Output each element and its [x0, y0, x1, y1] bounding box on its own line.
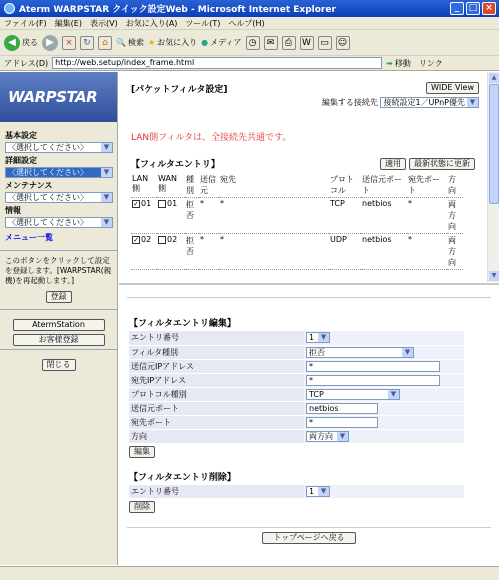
table-row: [131, 234, 463, 270]
nav-select-info[interactable]: 〈選択してください〉 ▼: [5, 217, 113, 228]
status-bar: [0, 566, 499, 580]
lan-checkbox[interactable]: ✓: [133, 235, 139, 244]
direction-cell: 両方向: [447, 234, 463, 270]
messenger-icon[interactable]: ☺: [336, 36, 350, 50]
protocol-select[interactable]: TCP ▼: [306, 389, 400, 400]
refresh-icon[interactable]: ↻: [80, 36, 94, 50]
delete-form: [129, 485, 464, 500]
scroll-up-icon[interactable]: ▲: [489, 73, 499, 83]
dest-port-label: 宛先ポート: [129, 415, 304, 429]
menu-file[interactable]: ファイル(F): [4, 18, 47, 28]
source-port-cell: netbios: [361, 198, 407, 234]
source-port-cell: netbios: [361, 234, 407, 270]
delete-entry-select[interactable]: 1 ▼: [306, 486, 330, 497]
page-title: [パケットフィルタ設定]: [131, 85, 228, 95]
chevron-down-icon: ▼: [337, 432, 348, 441]
divider: [0, 309, 117, 310]
filter-edit-frame: [119, 283, 499, 565]
table-row: [131, 198, 463, 234]
source-ip-label: 送信元IPアドレス: [129, 359, 304, 373]
scroll-down-icon[interactable]: ▼: [489, 271, 499, 281]
folder-icon[interactable]: ▭: [318, 36, 332, 50]
go-button[interactable]: ➡ 移動: [386, 58, 411, 68]
lan-filter-notice: LAN側フィルタは、全接続先共通です。: [131, 133, 292, 143]
wan-checkbox[interactable]: [158, 200, 166, 208]
customer-register-button[interactable]: お客様登録: [13, 334, 105, 346]
connection-select[interactable]: 接続設定1／UPnP優先 ▼: [380, 97, 479, 108]
nav-select-maintenance[interactable]: 〈選択してください〉 ▼: [5, 192, 113, 203]
close-button[interactable]: 閉じる: [42, 359, 76, 371]
back-button[interactable]: ◀ 戻る: [4, 35, 38, 51]
entry-number-label: エントリ番号: [129, 331, 304, 345]
search-button[interactable]: 🔍 検索: [116, 38, 144, 47]
nav-select-advanced[interactable]: 〈選択してください〉 ▼: [5, 167, 113, 178]
col-direction: 方向: [447, 173, 463, 198]
lan-cell: ✓ 02: [131, 234, 157, 270]
menu-edit[interactable]: 編集(E): [54, 18, 82, 28]
register-note: このボタンをクリックして設定を登録します。[WARPSTAR(親機)を再起動します。]: [5, 256, 112, 285]
refresh-status-button[interactable]: 最新状態に更新: [409, 158, 475, 170]
dest-ip-input[interactable]: *: [306, 375, 440, 386]
chevron-down-icon: ▼: [467, 98, 478, 107]
menu-list-link[interactable]: メニュー一覧: [5, 233, 53, 242]
window-title: Aterm WARPSTAR クイック設定Web - Microsoft Internet Explorer: [19, 5, 336, 15]
wide-view-button[interactable]: WIDE View: [426, 82, 479, 94]
chevron-down-icon: ▼: [318, 487, 329, 496]
col-source: 送信元: [199, 173, 219, 198]
maximize-button[interactable]: □: [466, 2, 480, 15]
delete-entry-label: エントリ番号: [129, 485, 304, 499]
go-arrow-icon: ➡: [386, 58, 393, 68]
type-cell: 拒否: [185, 234, 199, 270]
print-icon[interactable]: ⎙: [282, 36, 296, 50]
col-destination: 宛先: [219, 173, 329, 198]
protocol-cell: TCP: [329, 198, 361, 234]
menu-view[interactable]: 表示(V): [89, 18, 118, 28]
col-source-port: 送信元ポート: [361, 173, 407, 198]
mail-icon[interactable]: ✉: [264, 36, 278, 50]
nav-label-maintenance: メンテナンス: [5, 181, 53, 190]
destination-cell: *: [219, 234, 329, 270]
protocol-label: プロトコル種別: [129, 387, 304, 401]
type-cell: 拒否: [185, 198, 199, 234]
aterm-station-button[interactable]: AtermStation: [13, 319, 105, 331]
close-window-button[interactable]: ×: [482, 2, 496, 15]
register-button[interactable]: 登録: [46, 291, 72, 303]
nav-label-info: 情報: [5, 206, 21, 215]
favorites-button[interactable]: ★ お気に入り: [147, 38, 198, 47]
menu-bar: [0, 17, 499, 30]
connection-label: 編集する接続先: [321, 98, 378, 107]
home-icon[interactable]: ⌂: [98, 36, 112, 50]
chevron-down-icon: ▼: [101, 218, 112, 227]
left-navigation-frame: [0, 72, 118, 565]
filter-list-frame: [119, 72, 487, 282]
stop-icon[interactable]: ×: [62, 36, 76, 50]
address-label: アドレス(D): [4, 58, 49, 68]
destination-cell: *: [219, 198, 329, 234]
delete-button[interactable]: 削除: [129, 501, 155, 513]
filter-type-select[interactable]: 拒否 ▼: [306, 347, 414, 358]
media-icon: ●: [201, 38, 209, 47]
menu-help[interactable]: ヘルプ(H): [228, 18, 265, 28]
source-port-input[interactable]: netbios: [306, 403, 378, 414]
history-icon[interactable]: ◷: [246, 36, 260, 50]
source-ip-input[interactable]: *: [306, 361, 440, 372]
edit-form: [129, 331, 464, 444]
media-button[interactable]: ● メディア: [201, 38, 242, 47]
toolbar: [0, 30, 499, 56]
menu-favorites[interactable]: お気に入り(A): [125, 18, 178, 28]
col-wan: WAN側: [157, 173, 185, 198]
minimize-button[interactable]: _: [450, 2, 464, 15]
address-input[interactable]: http://web.setup/index_frame.html: [52, 57, 382, 69]
direction-select[interactable]: 両方向 ▼: [306, 431, 349, 442]
wan-cell: 01: [157, 198, 185, 234]
protocol-cell: UDP: [329, 234, 361, 270]
ie-logo-icon: [4, 3, 15, 14]
dest-port-cell: *: [407, 234, 447, 270]
filter-entries-title: 【フィルタエントリ】: [131, 160, 220, 170]
chevron-down-icon: ▼: [318, 333, 329, 342]
source-port-label: 送信元ポート: [129, 401, 304, 415]
menu-tools[interactable]: ツール(T): [185, 18, 221, 28]
star-icon: ★: [147, 38, 156, 47]
col-lan: LAN側: [131, 173, 157, 198]
divider: [0, 349, 117, 350]
back-arrow-icon: ◀: [4, 35, 20, 51]
warpstar-logo: WARPSTAR: [0, 72, 117, 122]
col-protocol: プロトコル: [329, 173, 361, 198]
forward-arrow-icon: ▶: [42, 35, 58, 51]
window-titlebar: [0, 0, 499, 17]
lan-checkbox[interactable]: ✓: [133, 199, 139, 208]
entry-number-select[interactable]: 1 ▼: [306, 332, 330, 343]
dest-ip-label: 宛先IPアドレス: [129, 373, 304, 387]
lan-cell: ✓ 01: [131, 198, 157, 234]
chevron-down-icon: ▼: [101, 168, 112, 177]
filter-table: [131, 173, 463, 270]
chevron-down-icon: ▼: [402, 348, 413, 357]
dest-port-cell: *: [407, 198, 447, 234]
source-cell: *: [199, 234, 219, 270]
delete-section-title: 【フィルタエントリ削除】: [129, 472, 236, 483]
nav-label-basic: 基本設定: [5, 131, 37, 140]
links-label[interactable]: リンク: [418, 58, 443, 68]
direction-cell: 両方向: [447, 198, 463, 234]
vertical-scrollbar[interactable]: [487, 72, 499, 282]
wan-cell: 02: [157, 234, 185, 270]
source-cell: *: [199, 198, 219, 234]
nav-select-basic[interactable]: 〈選択してください〉 ▼: [5, 142, 113, 153]
apply-button[interactable]: 適用: [380, 158, 406, 170]
dest-port-input[interactable]: *: [306, 417, 378, 428]
edit-section-title: 【フィルタエントリ編集】: [129, 319, 236, 329]
search-icon: 🔍: [116, 38, 126, 47]
nav-label-advanced: 詳細設定: [5, 156, 37, 165]
edit-button[interactable]: 編集: [129, 446, 155, 458]
direction-label: 方向: [129, 429, 304, 443]
back-to-top-button[interactable]: トップページへ戻る: [262, 532, 355, 544]
chevron-down-icon: ▼: [101, 143, 112, 152]
scroll-thumb[interactable]: [489, 84, 499, 204]
edit-icon[interactable]: W: [300, 36, 314, 50]
col-dest-port: 宛先ポート: [407, 173, 447, 198]
filter-type-label: フィルタ種別: [129, 345, 304, 359]
forward-button[interactable]: [42, 35, 58, 51]
wan-checkbox[interactable]: [158, 236, 166, 244]
address-bar: [0, 56, 499, 71]
table-header-row: [131, 173, 463, 198]
chevron-down-icon: ▼: [388, 390, 399, 399]
col-type: 種別: [185, 173, 199, 198]
chevron-down-icon: ▼: [101, 193, 112, 202]
divider: [0, 250, 117, 251]
